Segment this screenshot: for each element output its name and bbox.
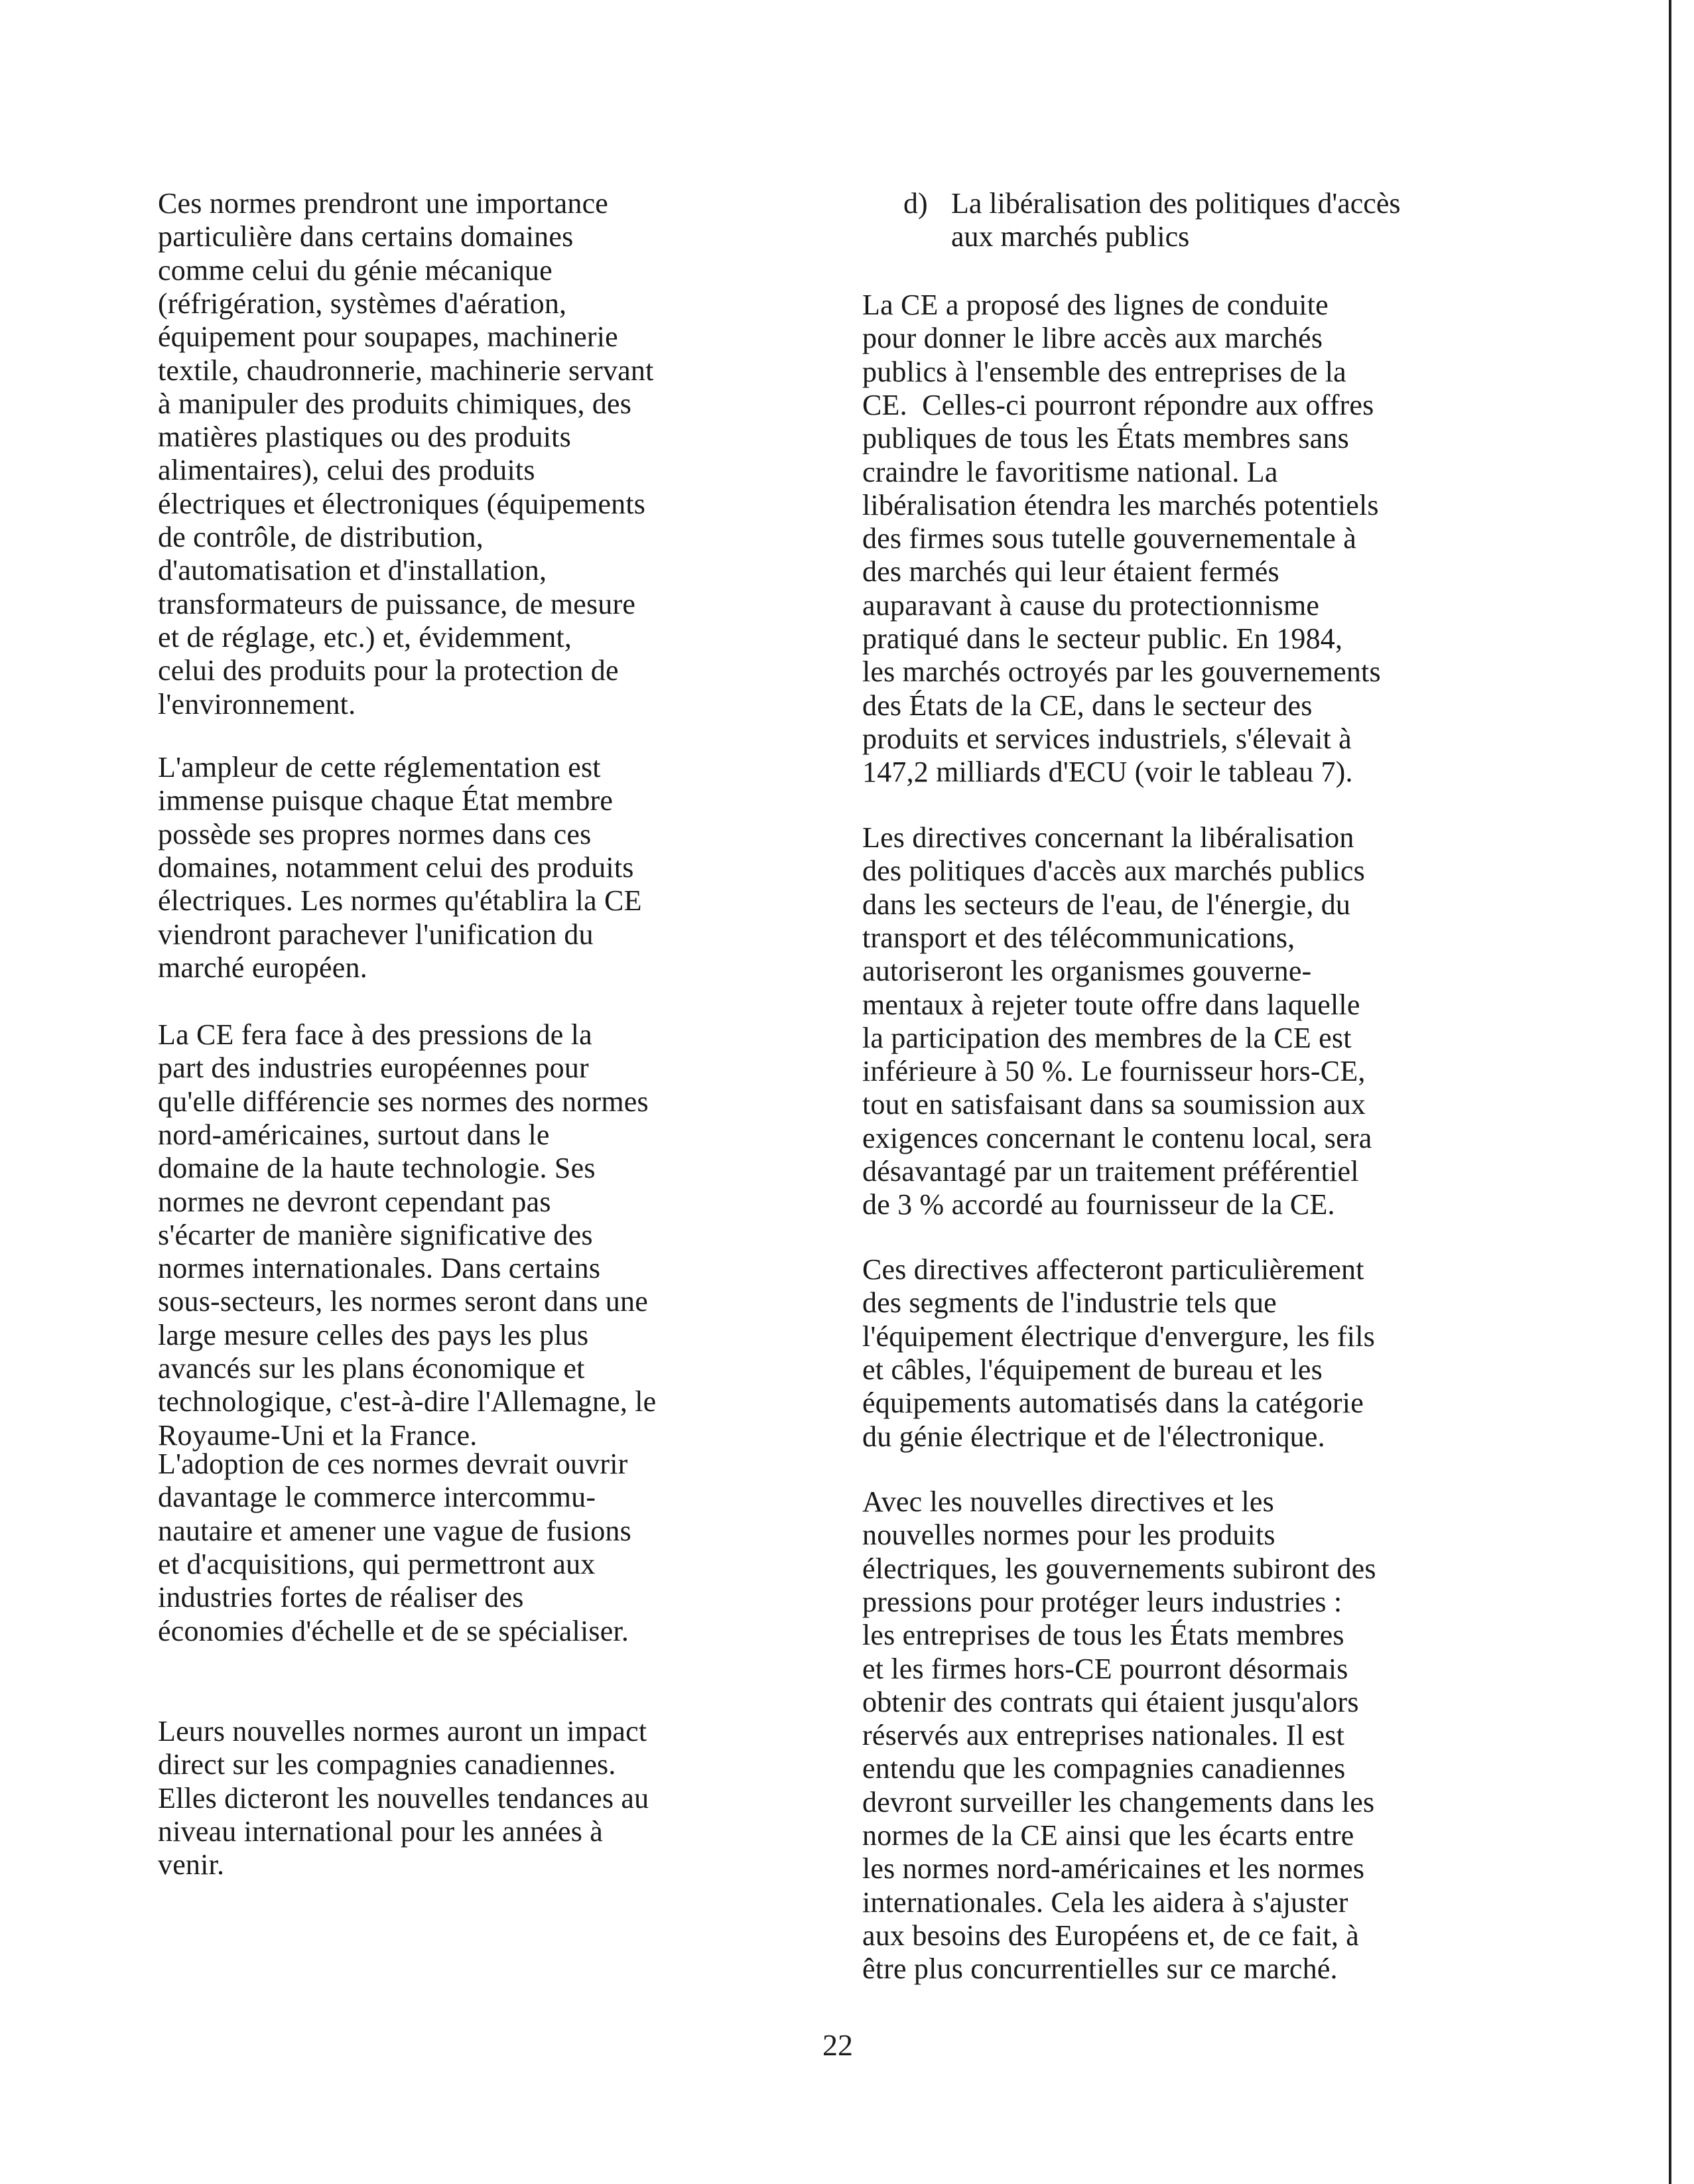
text-line: électriques et électroniques (équipements <box>158 487 646 520</box>
section-heading-line: La libéralisation des politiques d'accès <box>951 187 1401 220</box>
text-line: entendu que les compagnies canadiennes <box>862 1752 1346 1785</box>
text-line: les marchés octroyés par les gouvernements <box>862 655 1381 689</box>
text-line: et d'acquisitions, qui permettront aux <box>158 1547 596 1580</box>
text-line: immense puisque chaque État membre <box>158 784 614 817</box>
text-line: des politiques d'accès aux marchés publics <box>862 854 1365 888</box>
text-line: Royaume-Uni et la France. <box>158 1418 478 1452</box>
text-line: qu'elle différencie ses normes des normes <box>158 1085 649 1118</box>
text-line: l'équipement électrique d'envergure, les fils <box>862 1320 1375 1353</box>
text-line: électriques. Les normes qu'établira la CE <box>158 884 642 918</box>
text-line: internationales. Cela les aidera à s'ajuster <box>862 1885 1348 1919</box>
text-line: la participation des membres de la CE est <box>862 1021 1352 1054</box>
text-line: les entreprises de tous les États membres <box>862 1619 1344 1652</box>
text-line: textile, chaudronnerie, machinerie servant <box>158 354 654 387</box>
text-line: devront surveiller les changements dans les <box>862 1785 1375 1818</box>
text-line: d'automatisation et d'installation, <box>158 554 547 587</box>
text-line: à manipuler des produits chimiques, des <box>158 387 632 420</box>
text-line: publiques de tous les États membres sans <box>862 422 1349 455</box>
text-line: craindre le favoritisme national. La <box>862 455 1278 488</box>
text-line: industries fortes de réaliser des <box>158 1581 524 1614</box>
text-line: économies d'échelle et de se spécialiser. <box>158 1614 629 1647</box>
text-line: CE. Celles-ci pourront répondre aux offres <box>862 388 1374 421</box>
text-line: Leurs nouvelles normes auront un impact <box>158 1715 647 1747</box>
text-line: La CE a proposé des lignes de conduite <box>862 289 1329 321</box>
text-line: nautaire et amener une vague de fusions <box>158 1514 631 1547</box>
text-line: et les firmes hors-CE pourront désormais <box>862 1652 1348 1685</box>
text-line: électriques, les gouvernements subiront des <box>862 1552 1376 1585</box>
text-line: tout en satisfaisant dans sa soumission aux <box>862 1088 1366 1121</box>
text-line: sous-secteurs, les normes seront dans une <box>158 1285 648 1318</box>
text-line: s'écarter de manière significative des <box>158 1218 593 1251</box>
text-line: Les directives concernant la libéralisation <box>862 821 1354 854</box>
text-line: direct sur les compagnies canadiennes. <box>158 1748 616 1781</box>
text-line: et de réglage, etc.) et, évidemment, <box>158 620 572 653</box>
text-line: l'environnement. <box>158 687 356 720</box>
text-line: aux besoins des Européens et, de ce fait, à <box>862 1919 1359 1952</box>
page-edge-rule <box>1669 0 1671 2184</box>
text-line: des segments de l'industrie tels que <box>862 1286 1277 1320</box>
text-line: (réfrigération, systèmes d'aération, <box>158 287 567 320</box>
text-line: davantage le commerce intercommu- <box>158 1481 596 1514</box>
text-line: publics à l'ensemble des entreprises de la <box>862 355 1346 388</box>
text-line: libéralisation étendra les marchés potentiels <box>862 488 1379 521</box>
text-line: des marchés qui leur étaient fermés <box>862 555 1279 588</box>
text-line: équipements automatisés dans la catégorie <box>862 1387 1364 1420</box>
text-line: équipement pour soupapes, machinerie <box>158 320 618 354</box>
text-line: possède ses propres normes dans ces <box>158 817 592 851</box>
text-line: exigences concernant le contenu local, sera <box>862 1121 1372 1154</box>
text-line: 147,2 milliards d'ECU (voir le tableau 7). <box>862 756 1353 789</box>
text-line: L'adoption de ces normes devrait ouvrir <box>158 1448 628 1480</box>
text-line: matières plastiques ou des produits <box>158 421 571 454</box>
section-heading-line: aux marchés publics <box>951 220 1190 253</box>
text-line: La CE fera face à des pressions de la <box>158 1018 592 1051</box>
text-line: de contrôle, de distribution, <box>158 521 484 553</box>
text-line: avancés sur les plans économique et <box>158 1352 585 1385</box>
text-line: normes de la CE ainsi que les écarts entre <box>862 1819 1354 1852</box>
text-line: domaine de la haute technologie. Ses <box>158 1152 596 1185</box>
text-line: niveau international pour les années à <box>158 1814 604 1848</box>
text-line: autoriseront les organismes gouverne- <box>862 955 1312 988</box>
text-line: technologique, c'est-à-dire l'Allemagne, le <box>158 1385 657 1418</box>
text-line: part des industries européennes pour <box>158 1052 589 1085</box>
text-line: pratiqué dans le secteur public. En 1984, <box>862 622 1343 655</box>
text-line: pour donner le libre accès aux marchés <box>862 322 1323 355</box>
text-line: transformateurs de puissance, de mesure <box>158 587 636 620</box>
text-line: pressions pour protéger leurs industries : <box>862 1585 1342 1618</box>
text-line: nord-américaines, surtout dans le <box>158 1118 550 1151</box>
text-line: Ces normes prendront une importance <box>158 187 609 220</box>
section-marker: d) <box>903 187 928 220</box>
text-line: nouvelles normes pour les produits <box>862 1519 1275 1552</box>
page-number: 22 <box>822 2028 853 2062</box>
text-line: désavantagé par un traitement préférentiel <box>862 1155 1359 1188</box>
text-line: Elles dicteront les nouvelles tendances au <box>158 1781 649 1814</box>
text-line: normes internationales. Dans certains <box>158 1252 601 1285</box>
text-line: auparavant à cause du protectionnisme <box>862 588 1320 622</box>
text-line: domaines, notamment celui des produits <box>158 851 634 884</box>
text-line: celui des produits pour la protection de <box>158 654 619 687</box>
text-line: particulière dans certains domaines <box>158 220 574 253</box>
text-line: comme celui du génie mécanique <box>158 253 553 287</box>
text-line: large mesure celles des pays les plus <box>158 1318 589 1351</box>
text-line: inférieure à 50 %. Le fournisseur hors-CE, <box>862 1055 1366 1088</box>
text-line: être plus concurrentielles sur ce marché. <box>862 1952 1338 1986</box>
text-line: viendront parachever l'unification du <box>158 918 594 951</box>
text-line: produits et services industriels, s'élevait à <box>862 722 1352 755</box>
text-line: obtenir des contrats qui étaient jusqu'alors <box>862 1685 1359 1718</box>
text-line: réservés aux entreprises nationales. Il est <box>862 1719 1344 1752</box>
text-line: Avec les nouvelles directives et les <box>862 1485 1274 1518</box>
text-line: et câbles, l'équipement de bureau et les <box>862 1353 1323 1386</box>
text-line: des firmes sous tutelle gouvernementale à <box>862 522 1356 555</box>
text-line: transport et des télécommunications, <box>862 921 1295 954</box>
text-line: mentaux à rejeter toute offre dans laquelle <box>862 988 1360 1021</box>
text-line: des États de la CE, dans le secteur des <box>862 689 1313 722</box>
text-line: alimentaires), celui des produits <box>158 454 535 487</box>
text-line: venir. <box>158 1848 225 1881</box>
text-line: dans les secteurs de l'eau, de l'énergie, du <box>862 888 1351 921</box>
text-line: normes ne devront cependant pas <box>158 1185 551 1218</box>
text-line: Ces directives affecteront particulièrement <box>862 1253 1364 1286</box>
text-line: les normes nord-américaines et les normes <box>862 1852 1365 1885</box>
text-line: marché européen. <box>158 951 367 984</box>
text-line: de 3 % accordé au fournisseur de la CE. <box>862 1188 1335 1221</box>
text-line: du génie électrique et de l'électronique. <box>862 1420 1325 1453</box>
text-line: L'ampleur de cette réglementation est <box>158 751 601 784</box>
